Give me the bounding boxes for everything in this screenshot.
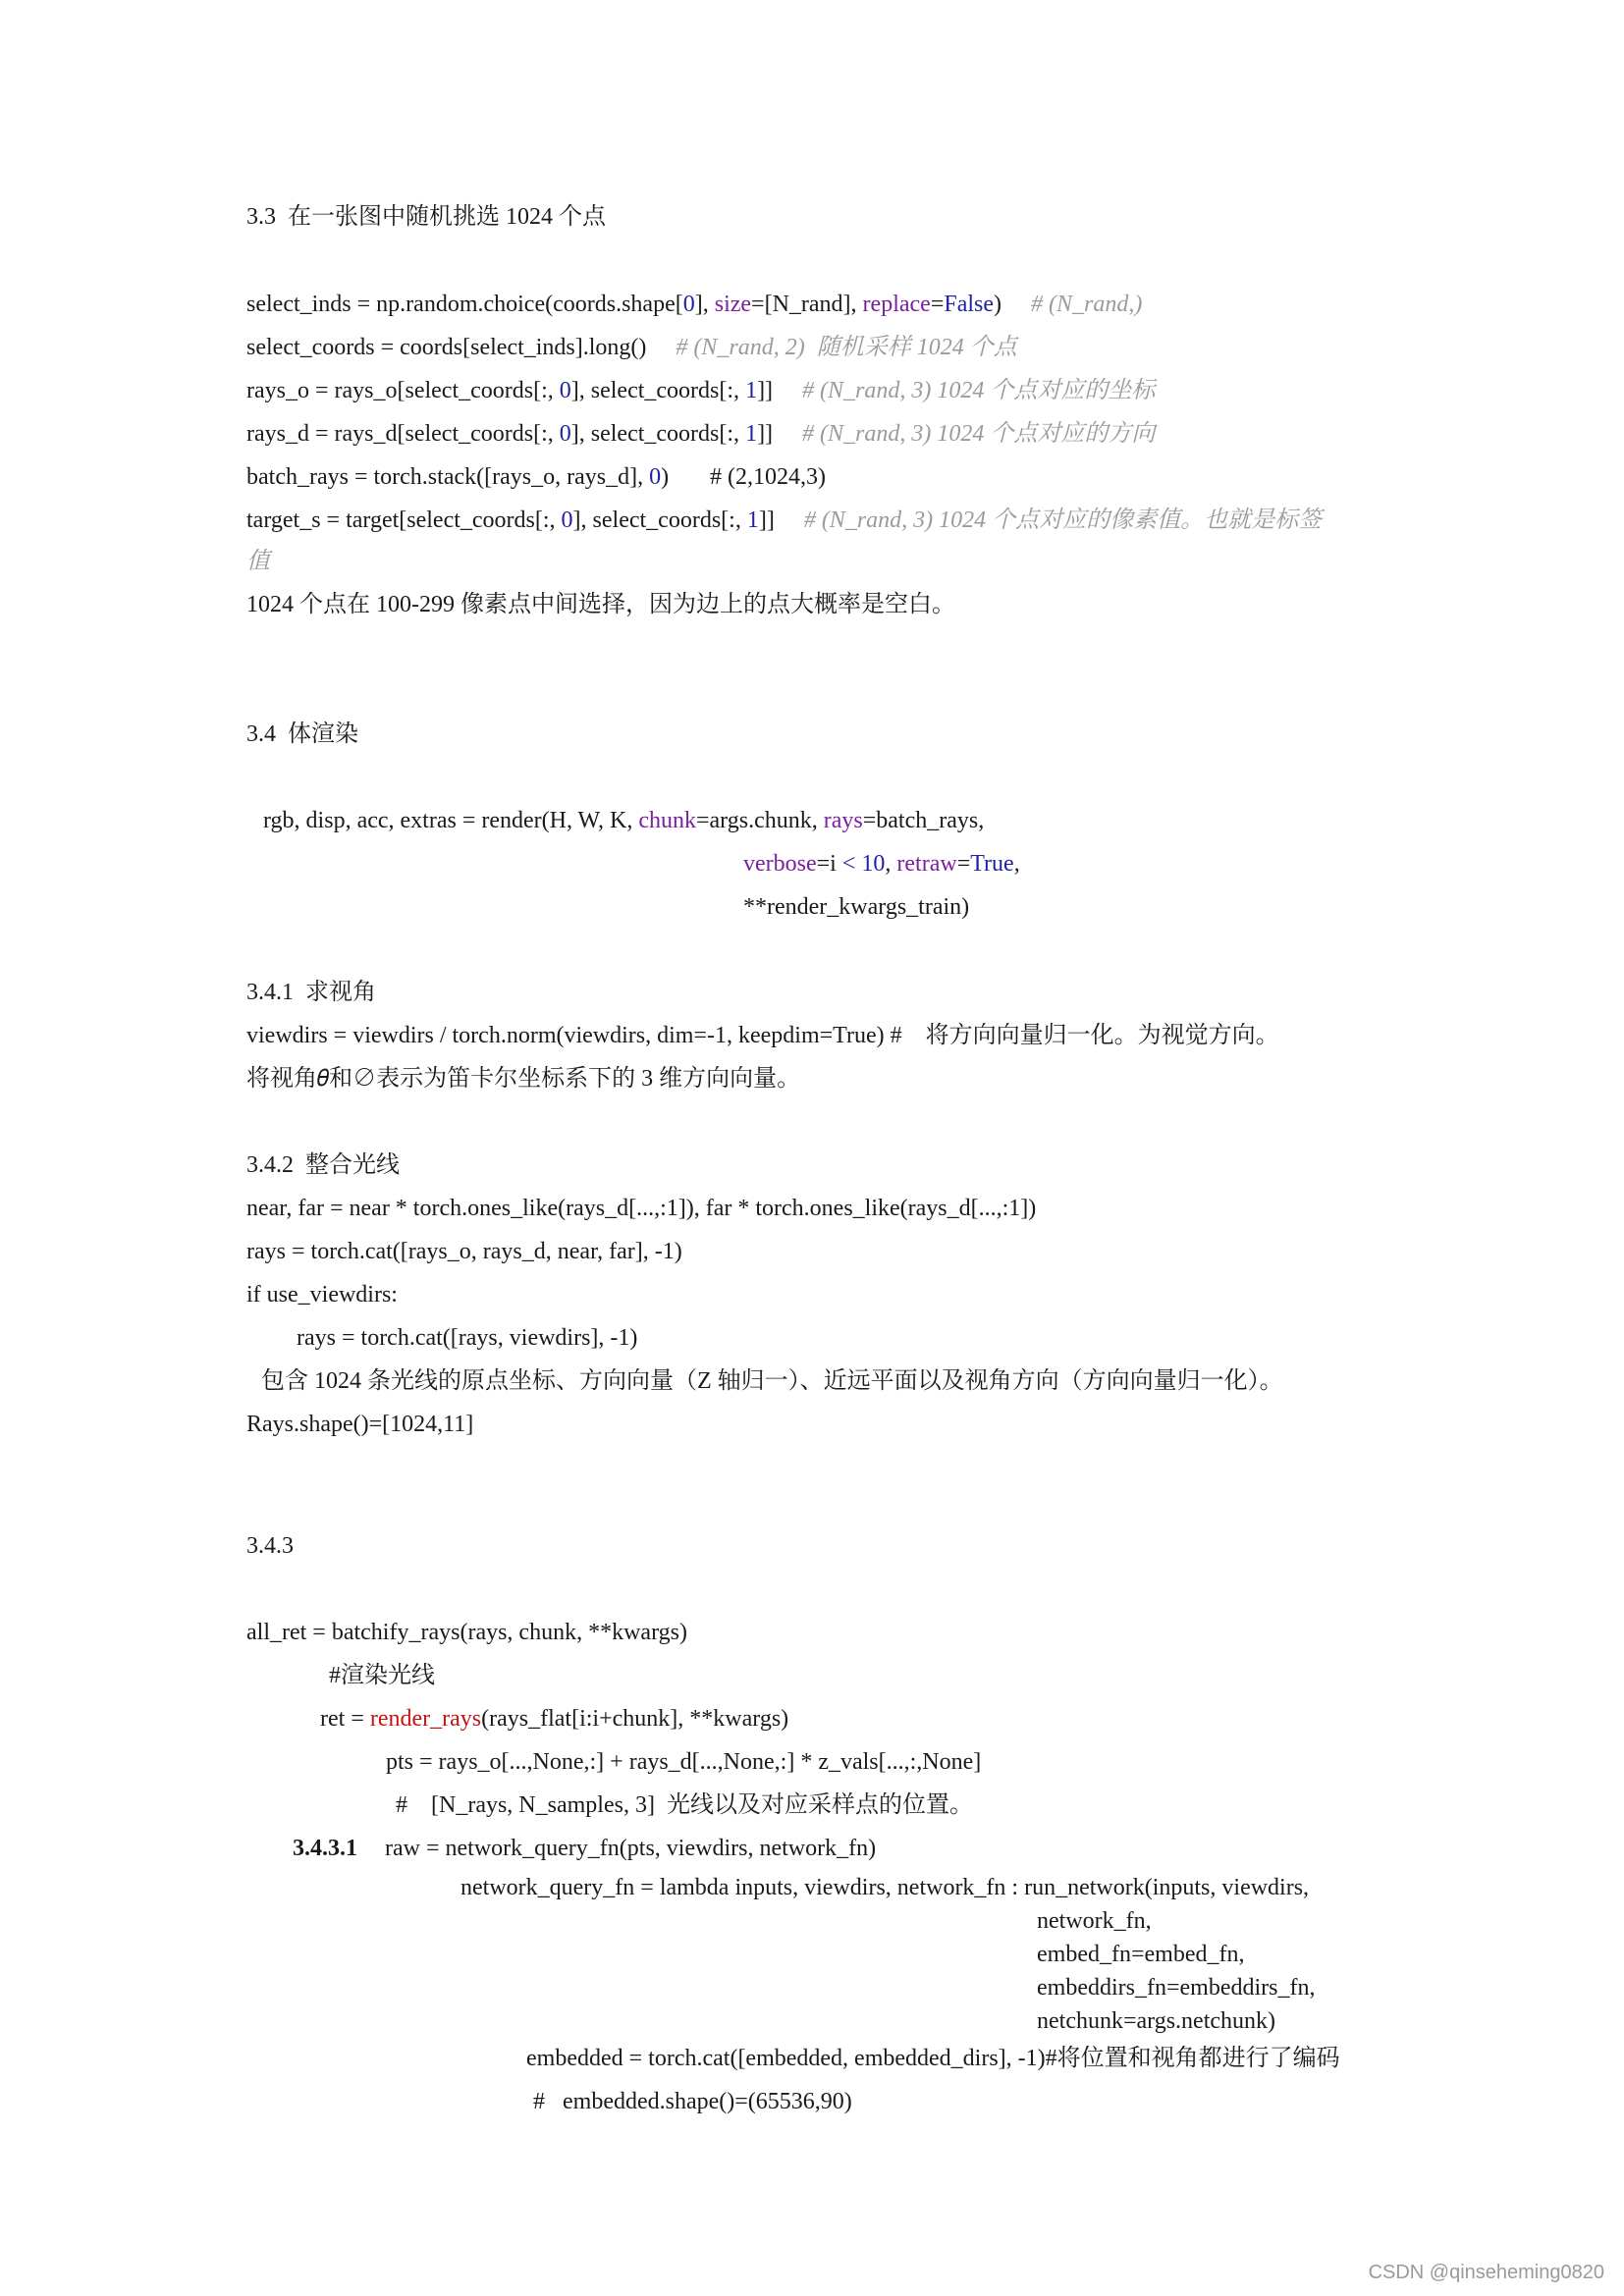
code-line-render-args: verbose=i < 10, retraw=True, bbox=[743, 851, 1020, 877]
code-line-viewdirs: viewdirs = viewdirs / torch.norm(viewdirs, dim=-1, keepdim=True) # 将方向向量归一化。为视觉方向。 bbox=[246, 1023, 1279, 1048]
section-heading-3-4-1: 3.4.1 求视角 bbox=[246, 980, 376, 1005]
paragraph-rays-content: 包含 1024 条光线的原点坐标、方向向量（Z 轴归一）、近远平面以及视角方向（方向向量归一化）。 bbox=[261, 1368, 1283, 1394]
paragraph-view-angle: 将视角𝜃和∅表示为笛卡尔坐标系下的 3 维方向向量。 bbox=[246, 1066, 801, 1092]
section-heading-3-3: 3.3 在一张图中随机挑选 1024 个点 bbox=[246, 204, 606, 230]
section-heading-3-4-2: 3.4.2 整合光线 bbox=[246, 1152, 400, 1178]
code-line-select-coords: select_coords = coords[select_inds].long() # (N_rand, 2) 随机采样 1024 个点 bbox=[246, 335, 1017, 360]
code-line-rays-o: rays_o = rays_o[select_coords[:, 0], select_coords[:, 1]] # (N_rand, 3) 1024 个点对应的坐标 bbox=[246, 378, 1156, 403]
code-line-arg-embed-fn: embed_fn=embed_fn, bbox=[1037, 1942, 1245, 1967]
code-line-arg-netchunk: netchunk=args.netchunk) bbox=[1037, 2008, 1276, 2034]
code-line-rays-cat: rays = torch.cat([rays_o, rays_d, near, far], -1) bbox=[246, 1239, 682, 1264]
code-line-rays-viewdirs: rays = torch.cat([rays, viewdirs], -1) bbox=[297, 1325, 638, 1351]
code-line-pts: pts = rays_o[...,None,:] + rays_d[...,None,:] * z_vals[...,:,None] bbox=[386, 1749, 982, 1775]
code-line-arg-network-fn: network_fn, bbox=[1037, 1908, 1152, 1934]
code-line-network-query-fn: network_query_fn = lambda inputs, viewdirs, network_fn : run_network(inputs, viewdirs, bbox=[460, 1875, 1310, 1900]
paragraph-note-points: 1024 个点在 100-299 像素点中间选择，因为边上的点大概率是空白。 bbox=[246, 592, 955, 617]
watermark: CSDN @qinseheming0820 bbox=[1368, 2262, 1604, 2283]
code-line-rays-shape: Rays.shape()=[1024,11] bbox=[246, 1412, 474, 1437]
section-heading-3-4-3: 3.4.3 bbox=[246, 1533, 294, 1559]
code-comment-embedded-shape: # embedded.shape()=(65536,90) bbox=[533, 2089, 852, 2114]
code-comment-wrap: 值 bbox=[246, 549, 270, 574]
code-line-target-s: target_s = target[select_coords[:, 0], select_coords[:, 1]] # (N_rand, 3) 1024 个点对应的像素值。也就是标签 bbox=[246, 507, 1323, 533]
subsection-label-3-4-3-1: 3.4.3.1 bbox=[293, 1836, 357, 1861]
code-line-raw: raw = network_query_fn(pts, viewdirs, network_fn) bbox=[385, 1836, 877, 1861]
code-comment-render-rays: #渲染光线 bbox=[329, 1663, 435, 1688]
code-line-all-ret: all_ret = batchify_rays(rays, chunk, **kwargs) bbox=[246, 1620, 687, 1645]
code-line-ret: ret = render_rays(rays_flat[i:i+chunk], **kwargs) bbox=[320, 1706, 789, 1732]
code-line-rays-d: rays_d = rays_d[select_coords[:, 0], select_coords[:, 1]] # (N_rand, 3) 1024 个点对应的方向 bbox=[246, 421, 1156, 447]
code-line-arg-embeddirs-fn: embeddirs_fn=embeddirs_fn, bbox=[1037, 1975, 1316, 2001]
code-line-render-kwargs: **render_kwargs_train) bbox=[743, 894, 970, 920]
code-line-render: rgb, disp, acc, extras = render(H, W, K, chunk=args.chunk, rays=batch_rays, bbox=[263, 808, 985, 833]
code-line-embedded: embedded = torch.cat([embedded, embedded_dirs], -1)#将位置和视角都进行了编码 bbox=[526, 2046, 1340, 2071]
section-heading-3-4: 3.4 体渲染 bbox=[246, 721, 358, 747]
code-line-batch-rays: batch_rays = torch.stack([rays_o, rays_d], 0) # (2,1024,3) bbox=[246, 464, 827, 490]
code-line-if-viewdirs: if use_viewdirs: bbox=[246, 1282, 398, 1308]
code-comment-pts-shape: # [N_rays, N_samples, 3] 光线以及对应采样点的位置。 bbox=[396, 1792, 973, 1818]
code-line-select-inds: select_inds = np.random.choice(coords.shape[0], size=[N_rand], replace=False) # (N_rand,) bbox=[246, 292, 1143, 317]
code-line-near-far: near, far = near * torch.ones_like(rays_d[...,:1]), far * torch.ones_like(rays_d[...,:1]) bbox=[246, 1196, 1037, 1221]
